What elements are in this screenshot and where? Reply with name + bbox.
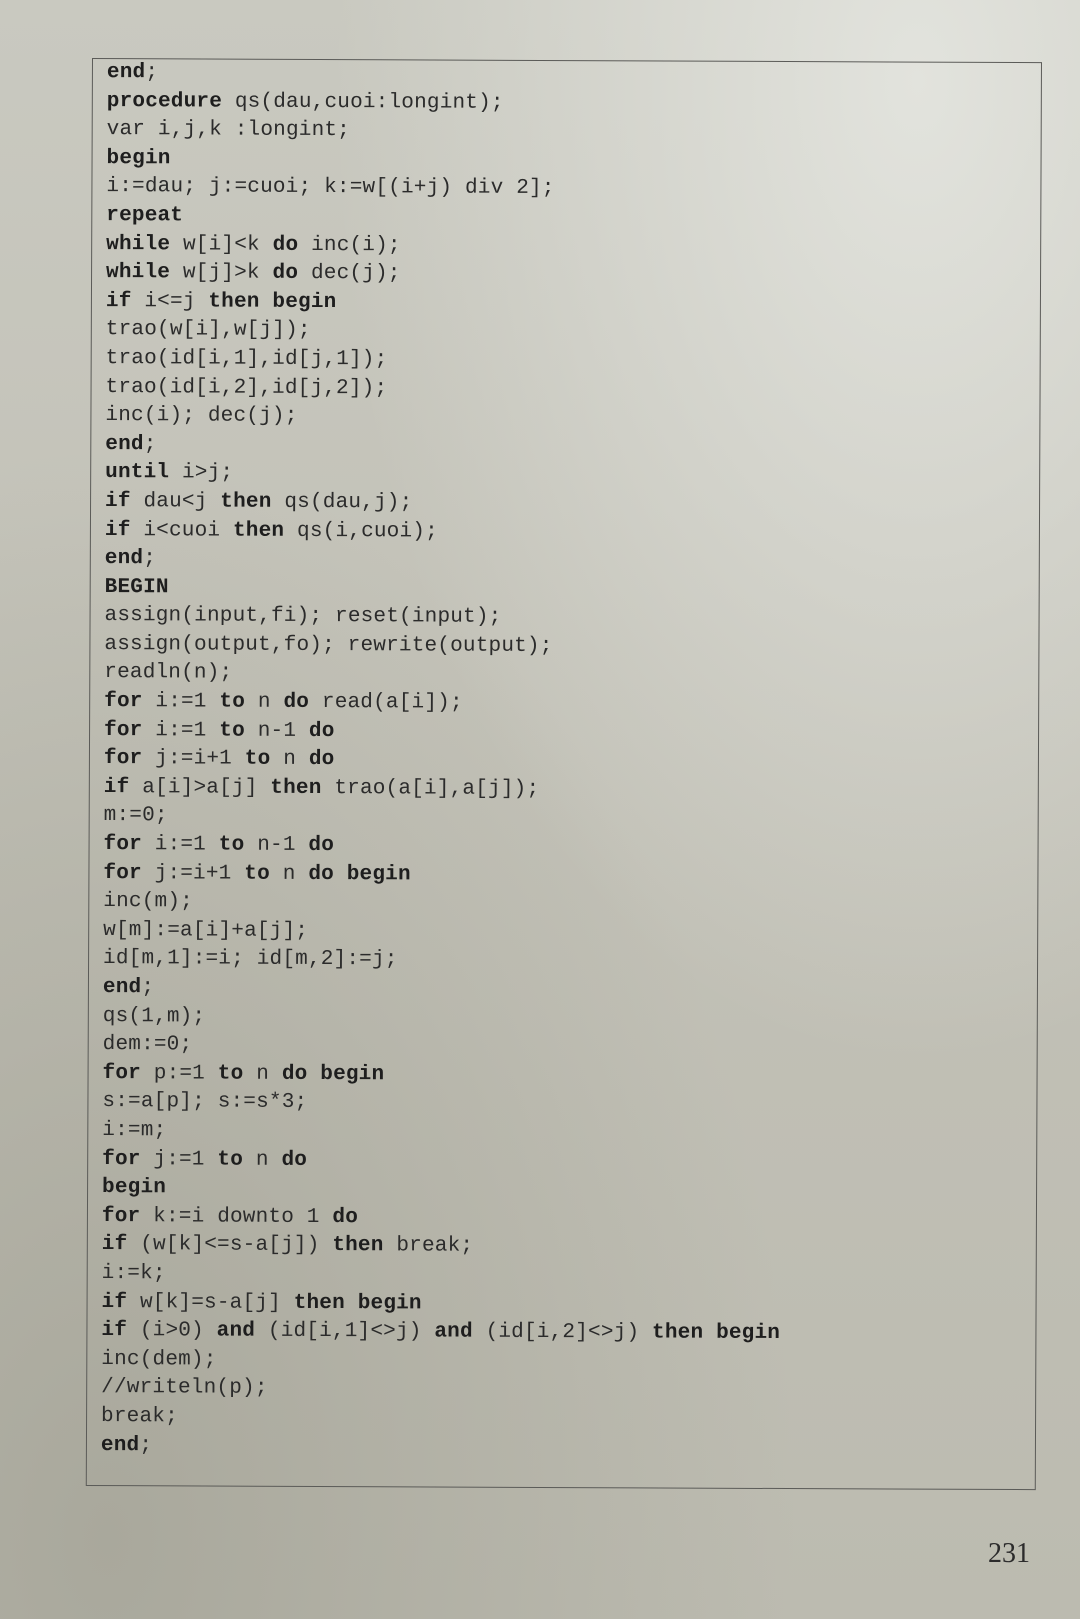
code-line: if w[k]=s-a[j] then begin [101,1290,422,1315]
code-line: end; [104,547,157,571]
code-line: if (w[k]<=s-a[j]) then break; [101,1233,474,1259]
code-line: inc(dem); [101,1347,217,1372]
code-line: end; [100,1433,153,1457]
code-line: for k:=i downto 1 do [101,1204,359,1229]
code-line: i:=dau; j:=cuoi; k:=w[(i+j) div 2]; [106,175,555,201]
code-line: end; [105,432,157,457]
code-line: inc(m); [103,890,194,914]
code-line: //writeln(p); [101,1376,268,1401]
code-line: if (i>0) and (id[i,1]<>j) and (id[i,2]<>j) then begin [101,1319,781,1346]
code-line: begin [102,1176,167,1200]
code-line: assign(input,fi); reset(input); [104,604,502,630]
code-line: for j:=i+1 to n do begin [103,861,411,887]
code-line: until i>j; [105,461,234,485]
code-line: trao(id[i,1],id[j,1]); [105,347,388,372]
code-line: id[m,1]:=i; id[m,2]:=j; [103,947,398,972]
code-line: readln(n); [104,661,233,686]
code-line: begin [106,146,171,171]
code-line: procedure qs(dau,cuoi:longint); [106,89,504,115]
code-line: while w[j]>k do dec(j); [106,261,401,286]
code-line: trao(w[i],w[j]); [105,318,311,343]
code-line: trao(id[i,2],id[j,2]); [105,375,388,400]
code-line: for i:=1 to n-1 do [104,718,335,743]
code-line: if a[i]>a[j] then trao(a[i],a[j]); [103,775,540,801]
code-line: break; [101,1404,178,1429]
code-line: end; [102,976,155,1000]
code-listing-box [86,58,1042,1490]
code-line: for j:=i+1 to n do [103,747,335,772]
code-line: if i<cuoi then qs(i,cuoi); [104,518,438,544]
code-line: s:=a[p]; s:=s*3; [102,1090,308,1115]
code-line: qs(1,m); [102,1004,206,1029]
code-line: var i,j,k :longint; [106,118,351,143]
code-line: for i:=1 to n-1 do [103,833,335,858]
code-line: i:=k; [101,1261,166,1286]
code-line: if i<=j then begin [105,289,337,314]
code-line: repeat [106,204,184,228]
code-line: for i:=1 to n do read(a[i]); [104,690,463,715]
code-line: if dau<j then qs(dau,j); [105,489,413,515]
code-line: w[m]:=a[i]+a[j]; [103,918,309,943]
code-line: for j:=1 to n do [102,1147,308,1172]
page-number: 231 [988,1538,1030,1569]
code-line: i:=m; [102,1119,167,1143]
code-line: dem:=0; [102,1033,193,1057]
code-line: inc(i); dec(j); [105,404,298,429]
code-line: end; [106,61,159,85]
code-line: m:=0; [103,804,168,828]
code-line: while w[i]<k do inc(i); [106,232,401,257]
code-line: for p:=1 to n do begin [102,1061,385,1087]
code-line: BEGIN [104,575,169,600]
code-line: assign(output,fo); rewrite(output); [104,632,553,658]
